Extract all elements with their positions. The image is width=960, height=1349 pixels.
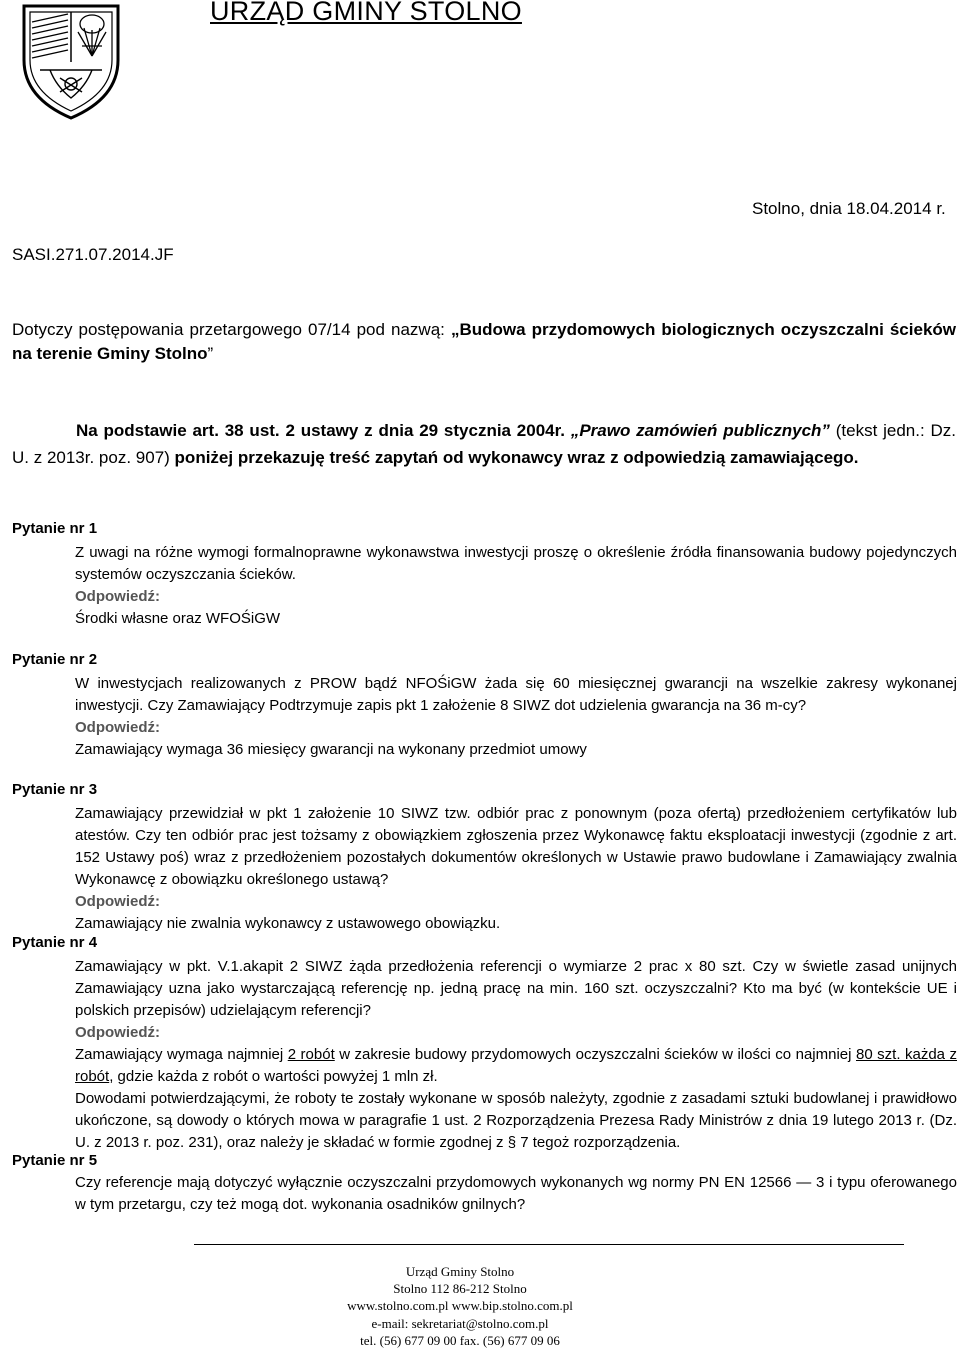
subject-prefix: Dotyczy postępowania przetargowego 07/14 pod nazwą:	[12, 320, 451, 339]
question-1-block	[75, 542, 957, 630]
footer	[260, 1263, 660, 1349]
footer-websites: www.stolno.com.pl www.bip.stolno.com.pl	[347, 1298, 573, 1314]
reference-number: SASI.271.07.2014.JF	[12, 245, 174, 264]
answer-2-label: Odpowiedź:	[75, 719, 160, 736]
question-5-text: Czy referencje mają dotyczyć wyłącznie oczyszczalni przydomowych wykonanych wg normy PN EN 12566 ― 3 i typu oferowanego w tym przetargu, czy też mogą dot. wykonania osadników gnilnych?	[75, 1174, 957, 1213]
intro-legal-basis: Na podstawie art. 38 ust. 2 ustawy z dnia 29 stycznia 2004r.	[76, 421, 571, 440]
question-2-block	[75, 673, 957, 761]
subject-suffix: ”	[207, 344, 214, 363]
answer-4-part-b: 2 robót	[287, 1046, 335, 1063]
page-title: URZĄD GMINY STOLNO	[210, 0, 522, 26]
answer-3-label: Odpowiedź:	[75, 893, 160, 910]
footer-divider	[194, 1244, 904, 1245]
question-3-block	[75, 803, 957, 935]
question-1-label: Pytanie nr 1	[12, 520, 98, 537]
intro-paragraph	[12, 418, 956, 471]
answer-4-part-e: , gdzie każda z robót o wartości powyżej 1 mln zł.	[109, 1068, 438, 1085]
answer-3-text: Zamawiający nie zwalnia wykonawcy z ustawowego obowiązku.	[75, 915, 501, 932]
question-4-text: Zamawiający w pkt. V.1.akapit 2 SIWZ żąda przedłożenia referencji o wymiarze 2 prac x 80 szt. Czy w świetle zasad unijnych Zamawiający uzna jako wystarczającą referencję np. jedną pracę na min. 160 szt. oczyszczalni? Kto ma być (w kontekście UE i polskich przepisów) udzielającym referencji?	[75, 958, 957, 1019]
question-3-label: Pytanie nr 3	[12, 781, 98, 798]
intro-citation: (tekst jedn.: Dz. U. z 2013r. poz. 907)	[12, 421, 956, 467]
question-5-label: Pytanie nr 5	[12, 1152, 98, 1169]
answer-4-evidence-a: Dowodami potwierdzającymi, że roboty te zostały wykonane w sposób należyty, zgodnie z zasadami sztuki budowlanej i prawidłowo ukończone, są dowody o których mowa w paragrafie 1 ust. 2 Rozporządzenia Prezesa Rady Ministrów z dnia 19 lutego 2013 r. (Dz. U. z 2013 r. poz. 231), oraz należy je składać w formie zgodnej z	[75, 1090, 957, 1151]
answer-4-part-c: w zakresie budowy przydomowych oczyszczalni ścieków w ilości co najmniej	[334, 1046, 856, 1063]
question-5-block	[75, 1172, 957, 1216]
answer-4-part-d: 80 szt. każda z robót	[75, 1046, 957, 1085]
coat-of-arms-icon	[10, 0, 132, 122]
question-4-label: Pytanie nr 4	[12, 934, 98, 951]
answer-4-text	[75, 1044, 957, 1088]
intro-law-name: „Prawo zamówień publicznych”	[570, 421, 830, 440]
answer-1-label: Odpowiedź:	[75, 588, 160, 605]
answer-2-text: Zamawiający wymaga 36 miesięcy gwarancji na wykonany przedmiot umowy	[75, 741, 587, 758]
paragraph-sign: §	[507, 1134, 517, 1151]
footer-email: e-mail: sekretariat@stolno.com.pl	[371, 1315, 549, 1331]
answer-4-evidence	[75, 1088, 957, 1154]
footer-address: Stolno 112 86-212 Stolno	[393, 1281, 527, 1297]
answer-1-text: Środki własne oraz WFOŚiGW	[75, 610, 281, 627]
intro-statement: poniżej przekazuję treść zapytań od wykonawcy wraz z odpowiedzią zamawiającego.	[174, 447, 859, 467]
footer-phone-fax: tel. (56) 677 09 00 fax. (56) 677 09 06	[360, 1332, 560, 1348]
subject-paragraph	[12, 318, 956, 366]
answer-4-part-a: Zamawiający wymaga najmniej	[75, 1046, 288, 1063]
subject-name: „Budowa przydomowych biologicznych oczyszczalni ścieków na terenie Gminy Stolno	[12, 320, 957, 363]
question-1-text: Z uwagi na różne wymogi formalnoprawne wykonawstwa inwestycji proszę o określenie źródła finansowania budowy pojedynczych systemów oczyszczania ścieków.	[75, 544, 957, 583]
footer-office-name: Urząd Gminy Stolno	[405, 1264, 515, 1279]
question-2-label: Pytanie nr 2	[12, 651, 98, 668]
question-4-block	[75, 956, 957, 1154]
answer-4-evidence-c: 7 tegoż rozporządzenia.	[516, 1134, 681, 1151]
document-date: Stolno, dnia 18.04.2014 r.	[752, 199, 946, 218]
question-3-text: Zamawiający przewidział w pkt 1 założenie 10 SIWZ tzw. odbiór prac z ponownym (poza ofertą) przedłożeniem certyfikatów lub atestów. Czy ten odbiór prac jest tożsamy z obowiązkiem zgłoszenia przez Wykonawcę faktu eksploatacji inwestycji (zgodnie z art. 152 Ustawy poś) wraz z przedłożeniem pozostałych dokumentów określonych w Ustawie prawo budowlane i Zamawiający zwalnia Wykonawcę z obowiązku określonego ustawą?	[75, 805, 957, 888]
answer-4-label: Odpowiedź:	[75, 1024, 160, 1041]
question-2-text: W inwestycjach realizowanych z PROW bądź NFOŚiGW żada się 60 miesięcznej gwarancji na wszelkie zakresy wykonanej inwestycji. Czy Zamawiający Podtrzymuje zapis pkt 1 założenie 8 SIWZ dot udzielenia gwarancja na 36 m-cy?	[75, 675, 957, 714]
